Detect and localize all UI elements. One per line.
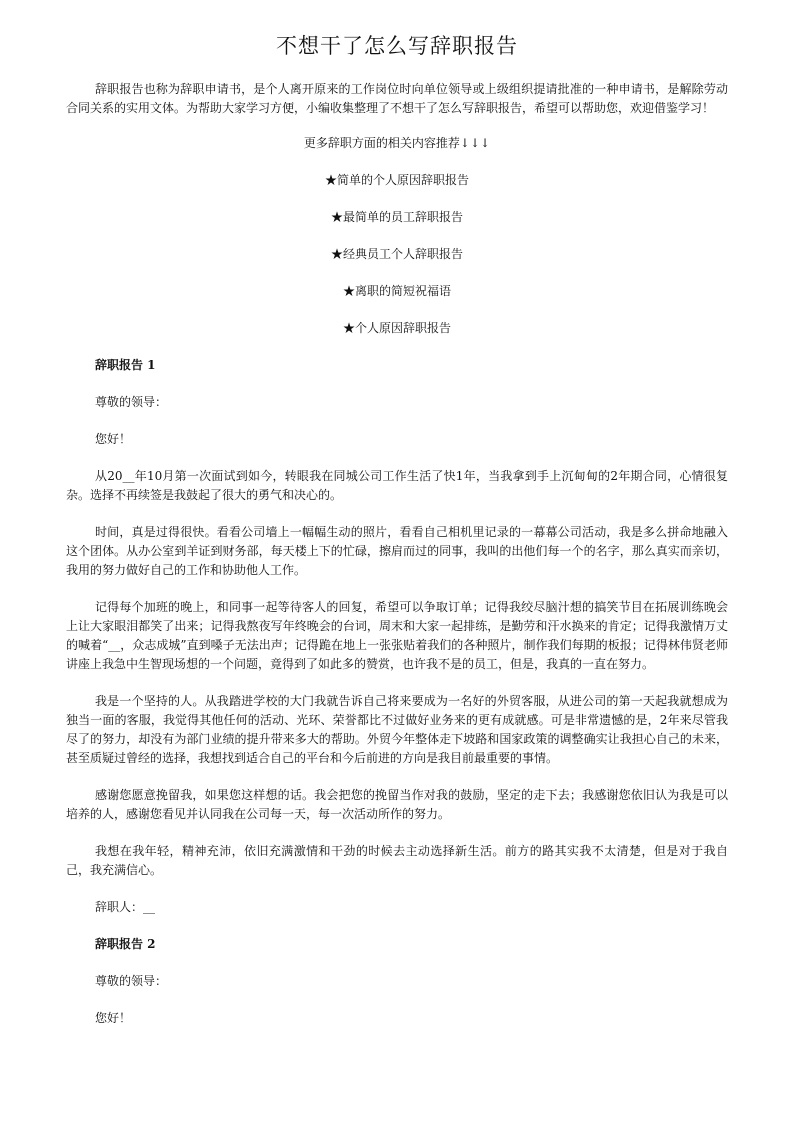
more-recommendations-heading: 更多辞职方面的相关内容推荐↓↓↓ [303, 136, 491, 150]
recommendation-link[interactable]: ★经典员工个人辞职报告 [330, 247, 463, 261]
greeting: 您好！ [95, 432, 132, 446]
body-paragraph: 记得每个加班的晚上，和同事一起等待客人的回复，希望可以争取订单；记得我绞尽脑汁想的搞笑节目在拓展训练晚会上让大家眼泪都笑了出来；记得我熬夜写年终晚会的台词，周末和大家一起排练，是勤劳和汗水换来的肯定；记得我激情万丈的喊着“__，众志成城”直到嗓子无法出声；记得跪在地上一张张贴着我们的各种照片，制作我们每期的板报；记得林伟贤老师讲座上我急中生智现场想的一个问题，竟得到了如此多的赞赏，也许我不是的员工，但是，我真的一直在努力。 [66, 600, 728, 671]
body-paragraph: 感谢您愿意挽留我，如果您这样想的话。我会把您的挽留当作对我的鼓励，坚定的走下去；我感谢您依旧认为我是可以培养的人，感谢您看见并认同我在公司每一天，每一次活动所作的努力。 [66, 788, 728, 821]
body-paragraph: 从20__年10月第一次面试到如今，转眼我在同城公司工作生活了快1年，当我拿到手上沉甸甸的2年期合同，心情很复杂。选择不再续签是我鼓起了很大的勇气和决心的。 [66, 469, 728, 502]
recommendation-link[interactable]: ★离职的简短祝福语 [342, 284, 451, 298]
signature-line: 辞职人：__ [95, 900, 156, 914]
body-paragraph: 我想在我年轻，精神充沛，依旧充满激情和干劲的时候去主动选择新生活。前方的路其实我不太清楚，但是对于我自己，我充满信心。 [66, 844, 728, 877]
body-paragraph: 我是一个坚持的人。从我踏进学校的大门我就告诉自己将来要成为一名好的外贸客服，从进公司的第一天起我就想成为独当一面的客服，我觉得其他任何的活动、光环、荣誉都比不过做好业务来的更有成就感。可是非常遗憾的是，2年来尽管我尽了的努力，却没有为部门业绩的提升带来多大的帮助。外贸今年整体走下坡路和国家政策的调整确实让我担心自己的未来，甚至质疑过曾经的选择，我想找到适合自己的平台和今后前进的方向是我目前最重要的事情。 [66, 694, 728, 765]
section-heading: 辞职报告 2 [95, 937, 156, 951]
section-heading: 辞职报告 1 [95, 358, 156, 372]
recommendation-link[interactable]: ★个人原因辞职报告 [342, 321, 451, 335]
recommendation-link[interactable]: ★简单的个人原因辞职报告 [324, 173, 469, 187]
salutation: 尊敬的领导： [95, 395, 168, 409]
document-page [66, 0, 728, 1028]
recommendation-link[interactable]: ★最简单的员工辞职报告 [330, 210, 463, 224]
greeting: 您好！ [95, 1011, 132, 1025]
body-paragraph: 时间，真是过得很快。看看公司墙上一幅幅生动的照片，看看自己相机里记录的一幕幕公司活动，我是多么拼命地融入这个团体。从办公室到羊证到财务部，每天楼上下的忙碌，擦肩而过的同事，我叫的出他们每一个的名字，那么真实而亲切，我用的努力做好自己的工作和协助他人工作。 [66, 525, 728, 577]
intro-paragraph: 辞职报告也称为辞职申请书，是个人离开原来的工作岗位时向单位领导或上级组织提请批准的一种申请书，是解除劳动合同关系的实用文体。为帮助大家学习方便，小编收集整理了不想干了怎么写辞职报告，希望可以帮助您，欢迎借鉴学习！ [66, 82, 728, 115]
document-title: 不想干了怎么写辞职报告 [276, 34, 518, 58]
salutation: 尊敬的领导： [95, 974, 168, 988]
